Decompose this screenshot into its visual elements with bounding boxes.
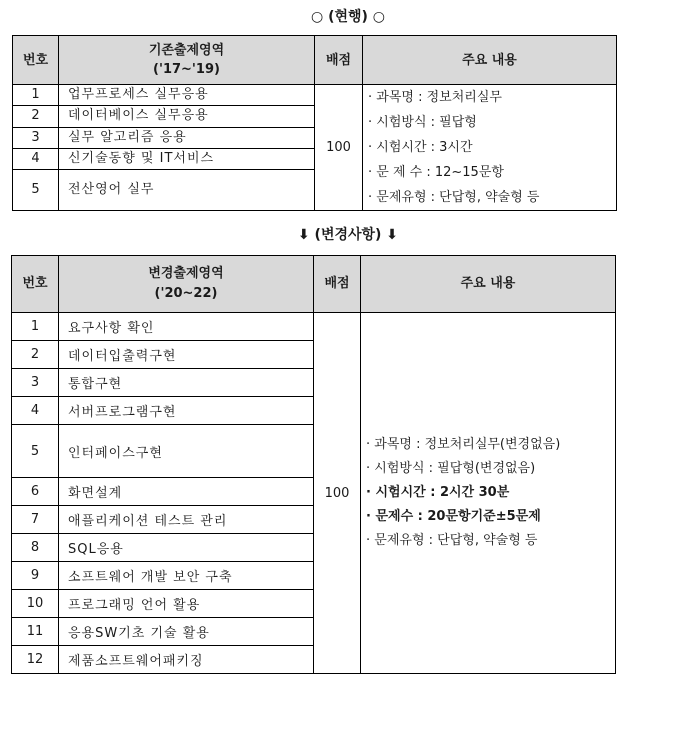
table-header-row (13, 36, 617, 85)
row-area: 데이터베이스 실무응용 (59, 106, 315, 127)
row-area: 프로그래밍 언어 활용 (59, 590, 314, 618)
row-area: 전산영어 실무 (59, 170, 315, 211)
header-area (59, 36, 315, 85)
row-no: 8 (12, 534, 59, 562)
current-exam-table (12, 35, 617, 211)
content-line: · 시험시간 : 2시간 30분 (366, 485, 510, 500)
table-row (12, 313, 616, 341)
row-no: 6 (12, 478, 59, 506)
row-no: 1 (13, 85, 59, 106)
row-area: 애플리케이션 테스트 관리 (59, 506, 314, 534)
content-line: · 시험시간 : 3시간 (368, 140, 473, 155)
content-cell (361, 313, 616, 674)
row-area: 인터페이스구현 (59, 425, 314, 478)
content-line: · 시험방식 : 필답형 (368, 115, 477, 130)
current-heading: ○ (현행) ○ (310, 9, 386, 25)
content-line: · 문 제 수 : 12~15문항 (368, 165, 504, 180)
content-line: · 시험방식 : 필답형(변경없음) (366, 461, 536, 476)
content-line: · 문제유형 : 단답형, 약술형 등 (368, 190, 540, 205)
header-area-title: 기존출제영역 (148, 43, 225, 58)
row-no: 4 (13, 148, 59, 169)
content-line: · 문제유형 : 단답형, 약술형 등 (366, 533, 538, 548)
row-area: 제품소프트웨어패키징 (59, 646, 314, 674)
row-area: SQL응용 (59, 534, 314, 562)
row-no: 5 (12, 425, 59, 478)
row-no: 5 (13, 170, 59, 211)
row-no: 9 (12, 562, 59, 590)
content-line: · 과목명 : 정보처리실무(변경없음) (366, 437, 561, 452)
row-area: 신기술동향 및 IT서비스 (59, 148, 315, 169)
header-area-title: 변경출제영역 (148, 266, 224, 281)
row-no: 2 (13, 106, 59, 127)
row-no: 10 (12, 590, 59, 618)
row-no: 11 (12, 618, 59, 646)
score-cell: 100 (315, 85, 363, 211)
content-line: · 과목명 : 정보처리실무 (368, 90, 502, 105)
table-header-row (12, 256, 616, 313)
score-cell: 100 (314, 313, 361, 674)
table-row (13, 85, 617, 106)
row-no: 12 (12, 646, 59, 674)
content-line: · 문제수 : 20문항기준±5문제 (366, 509, 541, 524)
row-no: 3 (12, 369, 59, 397)
header-content: 주요 내용 (361, 256, 616, 313)
row-area: 요구사항 확인 (59, 313, 314, 341)
content-cell (363, 85, 617, 211)
row-area: 소프트웨어 개발 보안 구축 (59, 562, 314, 590)
header-score: 배점 (314, 256, 361, 313)
header-area-years: ('20~22) (154, 286, 218, 301)
row-area: 응용SW기초 기술 활용 (59, 618, 314, 646)
header-no: 번호 (12, 256, 59, 313)
header-area-years: ('17~'19) (153, 62, 220, 77)
row-area: 실무 알고리즘 응용 (59, 127, 315, 148)
row-area: 통합구현 (59, 369, 314, 397)
row-no: 3 (13, 127, 59, 148)
header-score: 배점 (315, 36, 363, 85)
header-area (59, 256, 314, 313)
change-exam-table (11, 255, 616, 674)
header-no: 번호 (13, 36, 59, 85)
row-area: 데이터입출력구현 (59, 341, 314, 369)
row-no: 1 (12, 313, 59, 341)
header-content: 주요 내용 (363, 36, 617, 85)
row-no: 2 (12, 341, 59, 369)
change-heading: ⬇ (변경사항) ⬇ (297, 227, 399, 243)
row-no: 7 (12, 506, 59, 534)
row-area: 화면설계 (59, 478, 314, 506)
row-area: 서버프로그램구현 (59, 397, 314, 425)
row-area: 업무프로세스 실무응용 (59, 85, 315, 106)
row-no: 4 (12, 397, 59, 425)
